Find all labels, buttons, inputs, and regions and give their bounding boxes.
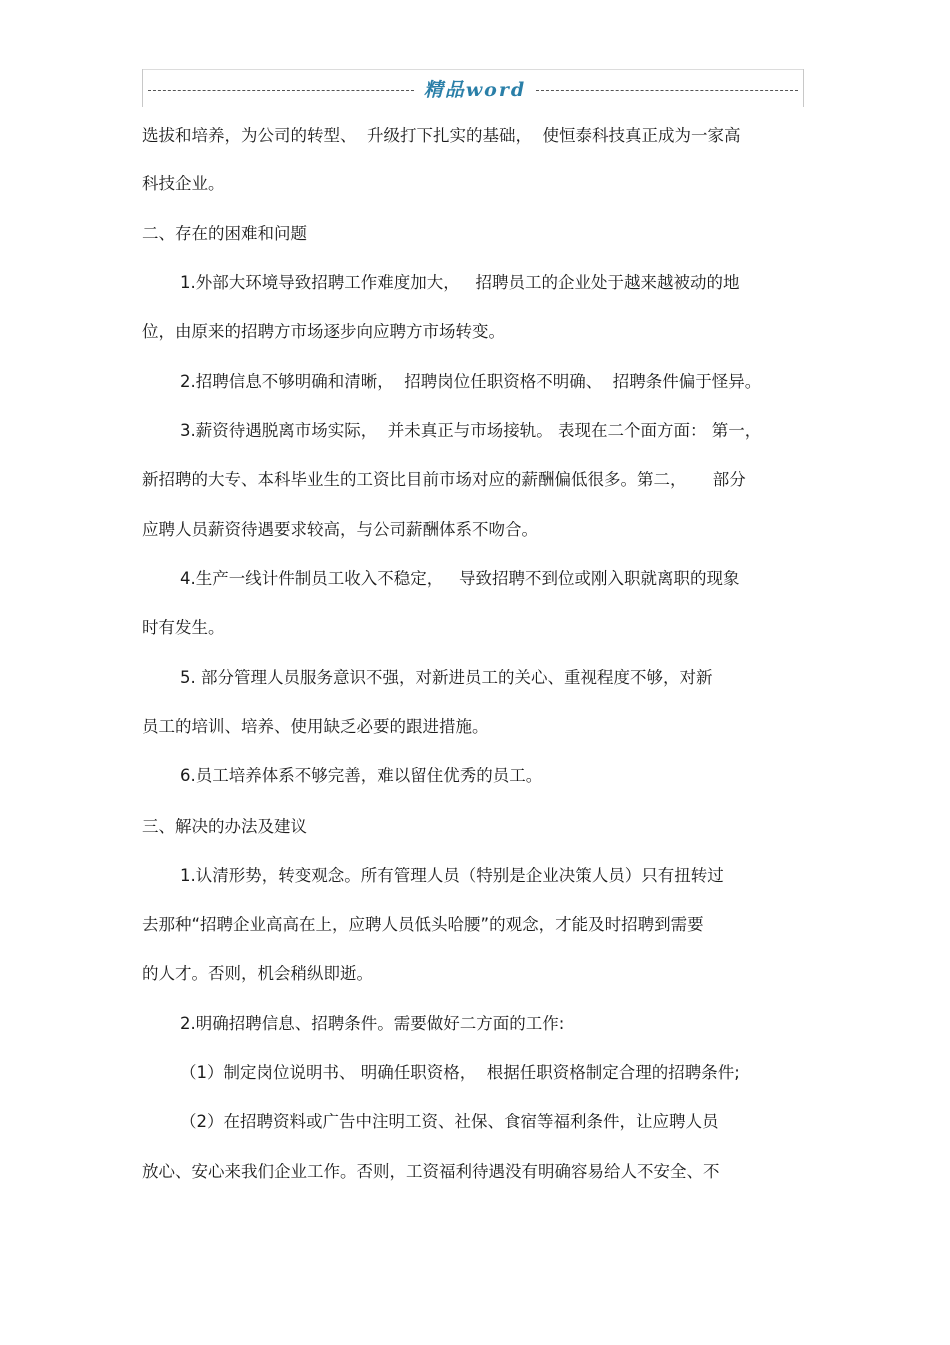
header-title: 精品word xyxy=(423,79,527,101)
header-right-border xyxy=(803,69,804,107)
text-line: 新招聘的大专、本科毕业生的工资比目前市场对应的薪酬偏低很多。第二， 部分 xyxy=(142,470,746,489)
header-dashed-rule-left xyxy=(148,90,414,91)
header-left-border xyxy=(142,69,143,107)
section-heading: 三、解决的办法及建议 xyxy=(142,817,307,836)
text-line: 位，由原来的招聘方市场逐步向应聘方市场转变。 xyxy=(142,322,505,341)
text-line: 3.薪资待遇脱离市场实际， 并未真正与市场接轨。 表现在二个面方面： 第一， xyxy=(180,421,762,440)
text-line: 6.员工培养体系不够完善，难以留住优秀的员工。 xyxy=(180,766,543,785)
text-line: 1.外部大环境导致招聘工作难度加大， 招聘员工的企业处于越来越被动的地 xyxy=(180,273,740,292)
header-dashed-rule-right xyxy=(536,90,798,91)
text-line: 去那种“招聘企业高高在上，应聘人员低头哈腰”的观念，才能及时招聘到需要 xyxy=(142,915,704,934)
text-line: （2）在招聘资料或广告中注明工资、社保、食宿等福利条件，让应聘人员 xyxy=(180,1112,719,1131)
text-line: 4.生产一线计件制员工收入不稳定， 导致招聘不到位或刚入职就离职的现象 xyxy=(180,569,740,588)
section-heading: 二、存在的困难和问题 xyxy=(142,224,307,243)
text-line: 5. 部分管理人员服务意识不强，对新进员工的关心、重视程度不够，对新 xyxy=(180,668,713,687)
text-line: 放心、安心来我们企业工作。否则，工资福利待遇没有明确容易给人不安全、不 xyxy=(142,1162,720,1181)
text-line: 员工的培训、培养、使用缺乏必要的跟进措施。 xyxy=(142,717,489,736)
text-line: （1）制定岗位说明书、 明确任职资格， 根据任职资格制定合理的招聘条件; xyxy=(180,1063,740,1082)
text-line: 2.招聘信息不够明确和清晰， 招聘岗位任职资格不明确、 招聘条件偏于怪异。 xyxy=(180,372,762,391)
text-line: 科技企业。 xyxy=(142,174,225,193)
text-line: 时有发生。 xyxy=(142,618,225,637)
page-header xyxy=(142,69,804,107)
text-line: 应聘人员薪资待遇要求较高，与公司薪酬体系不吻合。 xyxy=(142,520,538,539)
text-line: 1.认清形势，转变观念。所有管理人员（特别是企业决策人员）只有扭转过 xyxy=(180,866,724,885)
text-line: 的人才。否则，机会稍纵即逝。 xyxy=(142,964,373,983)
text-line: 2.明确招聘信息、招聘条件。需要做好二方面的工作: xyxy=(180,1014,565,1033)
header-top-rule xyxy=(142,69,804,70)
text-line: 选拔和培养，为公司的转型、 升级打下扎实的基础， 使恒泰科技真正成为一家高 xyxy=(142,126,741,145)
